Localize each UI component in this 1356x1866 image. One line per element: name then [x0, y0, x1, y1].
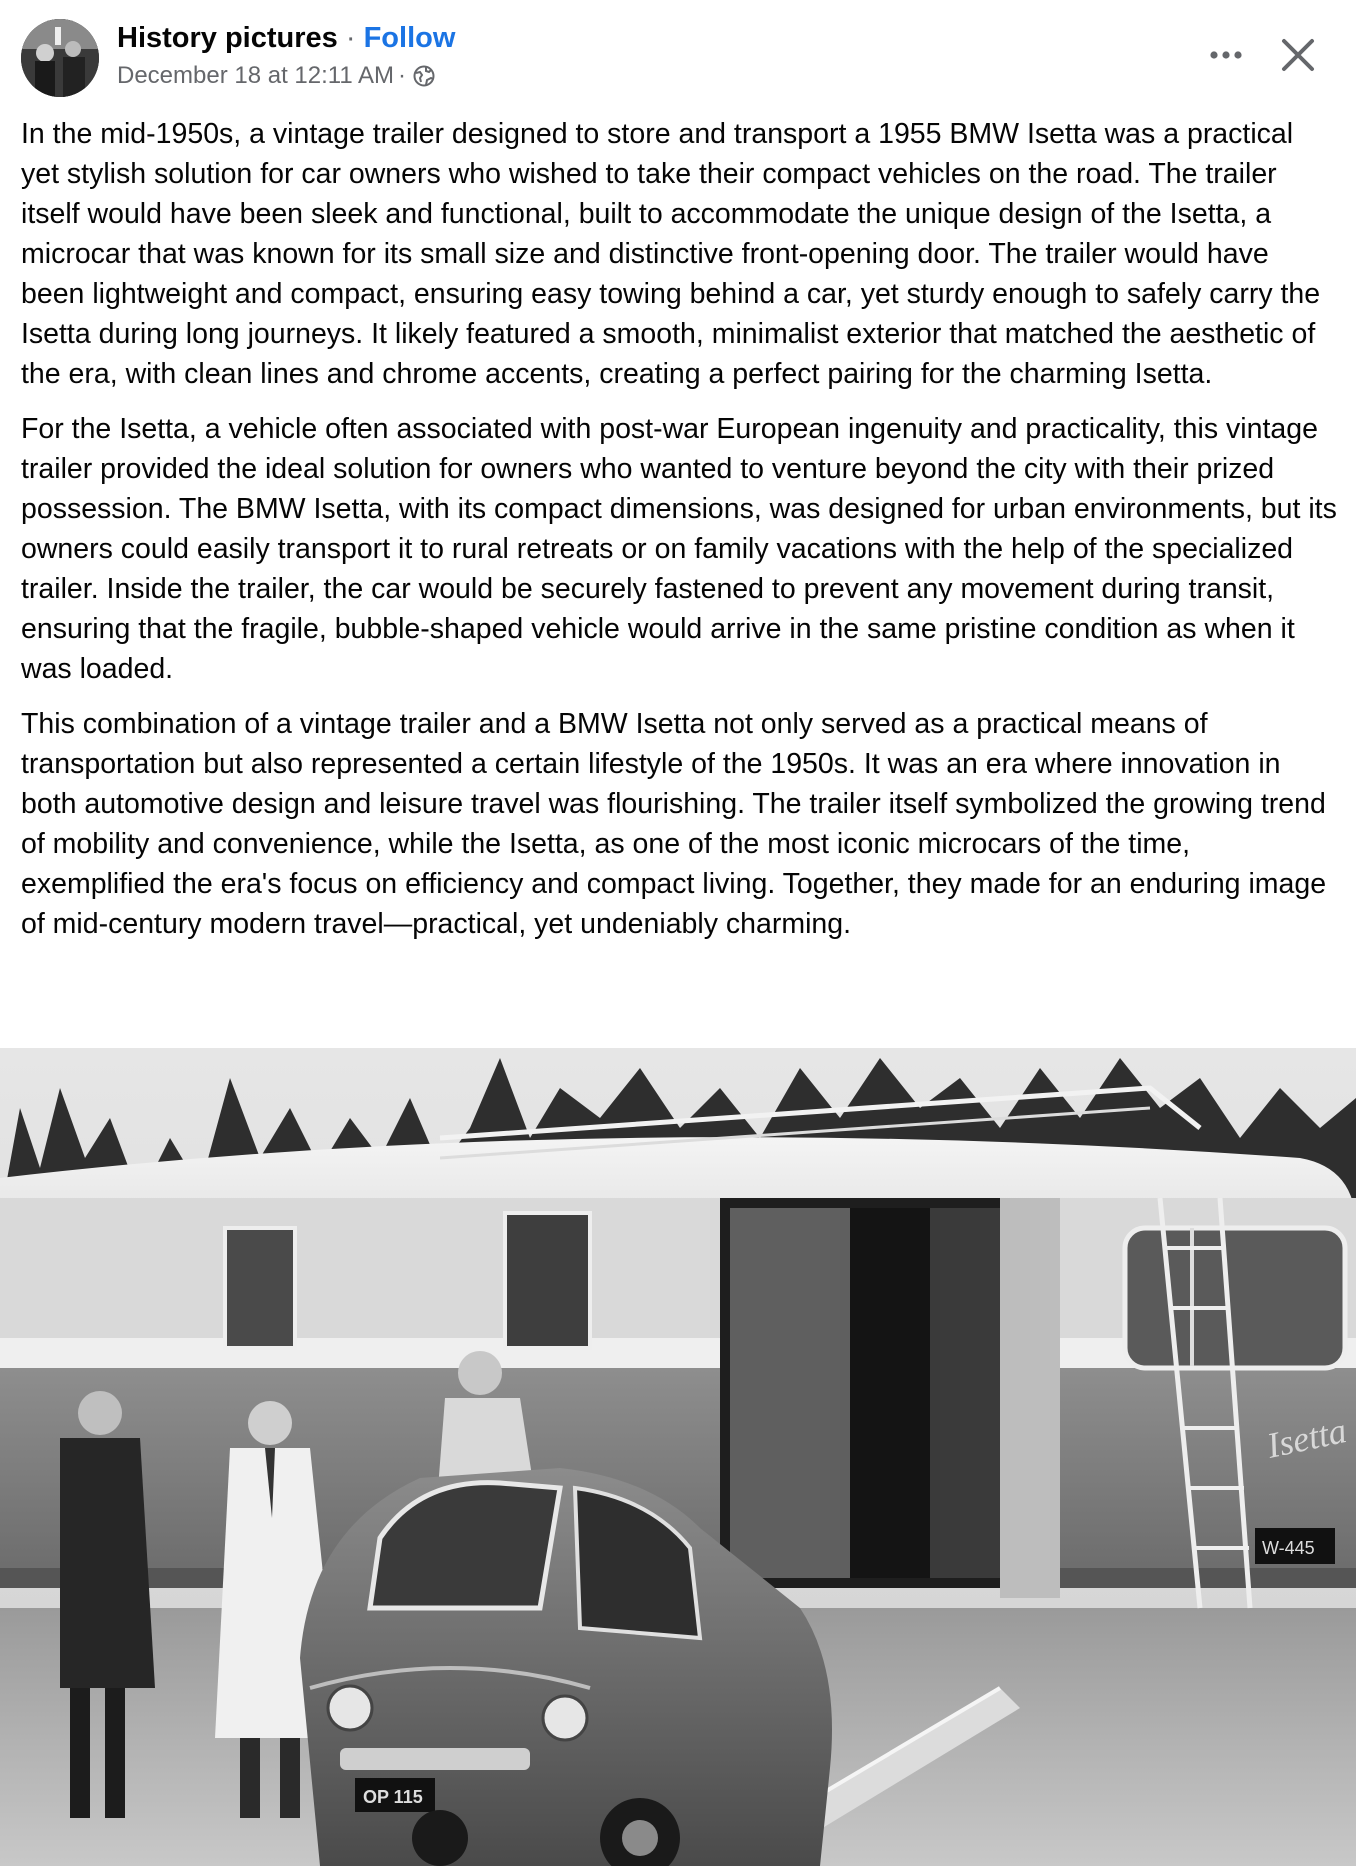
author-name[interactable]: History pictures: [117, 22, 338, 54]
globe-icon: [412, 64, 436, 88]
more-options-button[interactable]: [1204, 33, 1248, 77]
post-photo[interactable]: [0, 1048, 1356, 1866]
post-paragraph-2: For the Isetta, a vehicle often associated with post-war European ingenuity and practicality, this vintage trailer provided the ideal solution for owners who wanted to venture beyond the city with their prized possession. The BMW Isetta, with its compact dimensions, was designed for urban environments, but its owners could easily transport it to rural retreats or on family vacations with the help of the specialized trailer. Inside the trailer, the car would be securely fastened to prevent any movement during transit, ensuring that the fragile, bubble-shaped vehicle would arrive in the same pristine condition as when it was loaded.: [21, 413, 1337, 685]
photo-isetta-trailer: [0, 1048, 1356, 1866]
post-paragraph-3: This combination of a vintage trailer and a BMW Isetta not only served as a practical means of transportation but also represented a certain lifestyle of the 1950s. It was an era where innovation in both automotive design and leisure travel was flourishing. The trailer itself symbolized the growing trend of mobility and convenience, while the Isetta, as one of the most iconic microcars of the time, exemplified the era's focus on efficiency and compact living. Together, they made for an enduring image of mid-century modern travel—practical, yet undeniably charming.: [21, 708, 1327, 940]
author-line: [117, 20, 455, 56]
author-separator: ·: [337, 22, 364, 54]
timestamp-separator: ·: [398, 62, 407, 89]
post-header: [0, 0, 1356, 110]
trailer-plate: W-445: [1262, 1538, 1315, 1558]
follow-button[interactable]: Follow: [363, 22, 456, 54]
svg-text:Isetta: Isetta: [1263, 1410, 1350, 1466]
post-meta: [117, 60, 436, 92]
post-text: [21, 114, 1339, 959]
close-icon: [1276, 33, 1320, 77]
close-button[interactable]: [1276, 33, 1320, 77]
post-paragraph-1: In the mid-1950s, a vintage trailer designed to store and transport a 1955 BMW Isetta was a practical yet stylish solution for car owners who wished to take their compact vehicles on the road. The trailer itself would have been sleek and functional, built to accommodate the unique design of the Isetta, a microcar that was known for its small size and distinctive front-opening door. The trailer would have been lightweight and compact, ensuring easy towing behind a car, yet sturdy enough to safely carry the Isetta during long journeys. It likely featured a smooth, minimalist exterior that matched the aesthetic of the era, with clean lines and chrome accents, creating a perfect pairing for the charming Isetta.: [21, 118, 1321, 390]
car-plate: OP 115: [363, 1787, 423, 1807]
author-avatar[interactable]: [21, 19, 99, 97]
more-horizontal-icon: [1204, 33, 1248, 77]
post-timestamp[interactable]: December 18 at 12:11 AM: [117, 62, 395, 89]
